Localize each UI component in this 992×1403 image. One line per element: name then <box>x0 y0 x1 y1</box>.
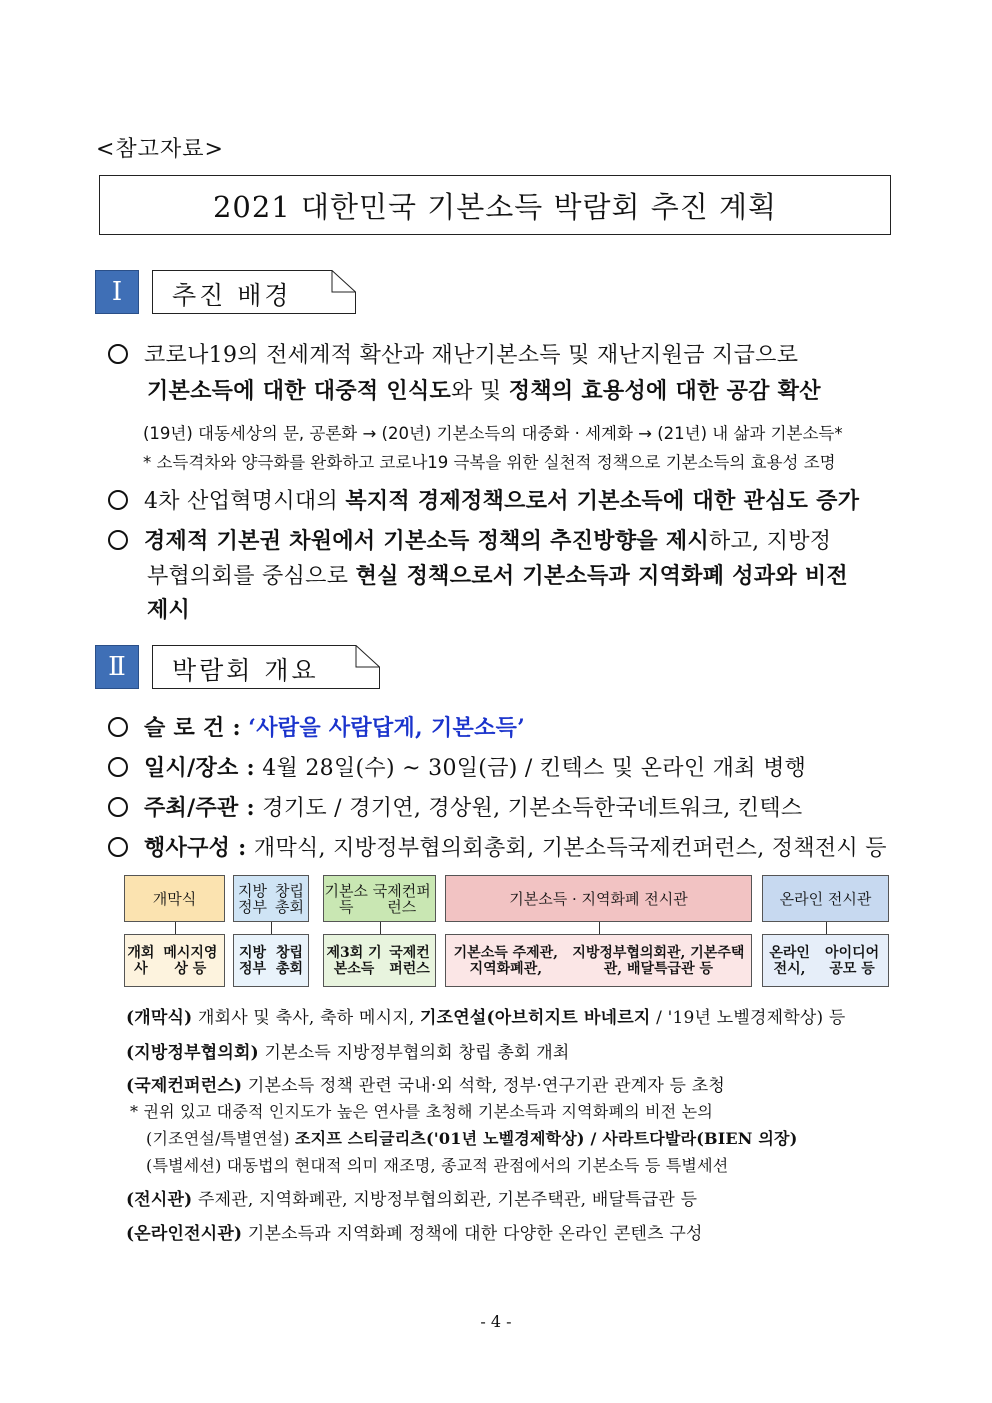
section-number-2: Ⅱ <box>95 645 139 689</box>
diagram-box-label: 기본소득 · 지역화폐 전시관 <box>509 889 688 908</box>
diagram-box-label: 창립총회 <box>275 881 304 916</box>
circle-bullet-icon <box>108 797 128 817</box>
bullet-2: 4차 산업혁명시대의 복지적 경제정책으로서 기본소득에 대한 관심도 증가 <box>108 484 859 515</box>
detail-exhibition: (전시관) 주제관, 지역화폐관, 지방정부협의회관, 기본주택관, 배달특급관 등 <box>126 1190 698 1210</box>
document-title: 2021 대한민국 기본소득 박람회 추진 계획 <box>99 175 891 235</box>
diagram-top-box-5 <box>762 875 889 922</box>
note-timeline: (19년) 대동세상의 문, 공론화 → (20년) 기본소득의 대중화 · 세계화 → (21년) 내 삶과 기본소득* <box>143 424 843 443</box>
bullet-1-line-2: 기본소득에 대한 대중적 인식도와 및 정책의 효용성에 대한 공감 확산 <box>147 378 821 404</box>
diagram-connector-1 <box>175 922 176 934</box>
reference-label: <참고자료> <box>96 137 224 162</box>
diagram-connector-5 <box>826 922 827 934</box>
diagram-box-label: 온라인 전시관 <box>779 889 872 908</box>
overview-host: 주최/주관 : 경기도 / 경기연, 경상원, 기본소득한국네트워크, 킨텍스 <box>108 791 802 822</box>
diagram-box-label: 개회사 <box>127 944 155 977</box>
detail-conference-note-1: * 권위 있고 대중적 인지도가 높은 연사를 초청해 기본소득과 지역화폐의 비전 논의 <box>130 1102 713 1121</box>
circle-bullet-icon <box>108 717 128 737</box>
diagram-box-label: 지방정부 <box>238 881 267 916</box>
diagram-box-label: 아이디어 공모 등 <box>825 944 880 977</box>
diagram-box-label: 국제컨퍼런스 <box>389 944 430 977</box>
bullet-3-line-3: 제시 <box>147 597 191 623</box>
diagram-bottom-box-4 <box>445 934 752 987</box>
section-number-1: Ⅰ <box>95 270 139 314</box>
overview-slogan: 슬 로 건 : ‘사람을 사람답게, 기본소득’ <box>108 711 525 742</box>
detail-conference: (국제컨퍼런스) 기본소득 정책 관련 국내·외 석학, 정부·연구기관 관계자 등 초청 <box>126 1076 726 1096</box>
page-number: - 4 - <box>480 1312 512 1331</box>
diagram-connector-2 <box>271 922 272 934</box>
diagram-box-label: 온라인 전시, <box>769 944 810 977</box>
circle-bullet-icon <box>108 344 128 364</box>
note-footnote: * 소득격차와 양극화를 완화하고 코로나19 극복을 위한 실천적 정책으로 기본소득의 효용성 조명 <box>143 453 836 472</box>
detail-online: (온라인전시관) 기본소득과 지역화폐 정책에 대한 다양한 온라인 콘텐츠 구성 <box>126 1224 703 1244</box>
section-title-2: 박람회 개요 <box>172 656 319 685</box>
circle-bullet-icon <box>108 530 128 550</box>
diagram-bottom-box-5 <box>762 934 889 987</box>
diagram-bottom-box-1 <box>124 934 225 987</box>
diagram-box-label: 지방정부협의회관, 기본주택관, 배달특급관 등 <box>572 944 745 977</box>
diagram-box-label: 기본소득 주제관, 지역화폐관, <box>453 944 559 977</box>
section-header-2 <box>152 645 380 689</box>
detail-conference-note-3: (특별세션) 대동법의 현대적 의미 재조명, 종교적 관점에서의 기본소득 등 특별세션 <box>146 1156 729 1175</box>
diagram-bottom-box-2 <box>233 934 309 987</box>
detail-opening: (개막식) 개회사 및 축사, 축하 메시지, 기조연설(아브히지트 바네르지 / '19년 노벨경제학상) 등 <box>126 1008 846 1028</box>
diagram-box-label: 메시지영상 등 <box>163 944 218 977</box>
diagram-box-label: 제3회 기본소득 <box>326 944 382 977</box>
section-title-1: 추진 배경 <box>172 281 292 310</box>
bullet-1-line-1: 코로나19의 전세계적 확산과 재난기본소득 및 재난지원금 지급으로 <box>108 338 798 369</box>
diagram-connector-4 <box>599 922 600 934</box>
bullet-3-line-2: 부협의회를 중심으로 현실 정책으로서 기본소득과 지역화폐 성과와 비전 <box>147 563 848 589</box>
detail-council: (지방정부협의회) 기본소득 지방정부협의회 창립 총회 개최 <box>126 1043 570 1063</box>
diagram-top-box-2 <box>233 875 309 922</box>
diagram-top-box-3 <box>323 875 436 922</box>
diagram-box-label: 개막식 <box>152 889 197 908</box>
diagram-box-label: 기본소득 <box>324 881 368 916</box>
diagram-bottom-box-3 <box>323 934 436 987</box>
diagram-top-box-4 <box>445 875 752 922</box>
overview-date: 일시/장소 : 4월 28일(수) ~ 30일(금) / 킨텍스 및 온라인 개최 병행 <box>108 751 806 782</box>
diagram-box-label: 창립총회 <box>275 944 304 977</box>
circle-bullet-icon <box>108 757 128 777</box>
diagram-top-box-1 <box>124 875 225 922</box>
circle-bullet-icon <box>108 490 128 510</box>
bullet-3-line-1: 경제적 기본권 차원에서 기본소득 정책의 추진방향을 제시하고, 지방정 <box>108 524 831 555</box>
overview-composition: 행사구성 : 개막식, 지방정부협의회총회, 기본소득국제컨퍼런스, 정책전시 등 <box>108 831 887 862</box>
detail-conference-note-2: (기조연설/특별연설) 조지프 스티글리츠('01년 노벨경제학상) / 사라트다발라(BIEN 의장) <box>146 1129 798 1148</box>
diagram-connector-3 <box>380 922 381 934</box>
circle-bullet-icon <box>108 837 128 857</box>
diagram-box-label: 국제컨퍼런스 <box>372 881 431 916</box>
diagram-box-label: 지방정부 <box>238 944 267 977</box>
section-header-1 <box>152 270 356 314</box>
